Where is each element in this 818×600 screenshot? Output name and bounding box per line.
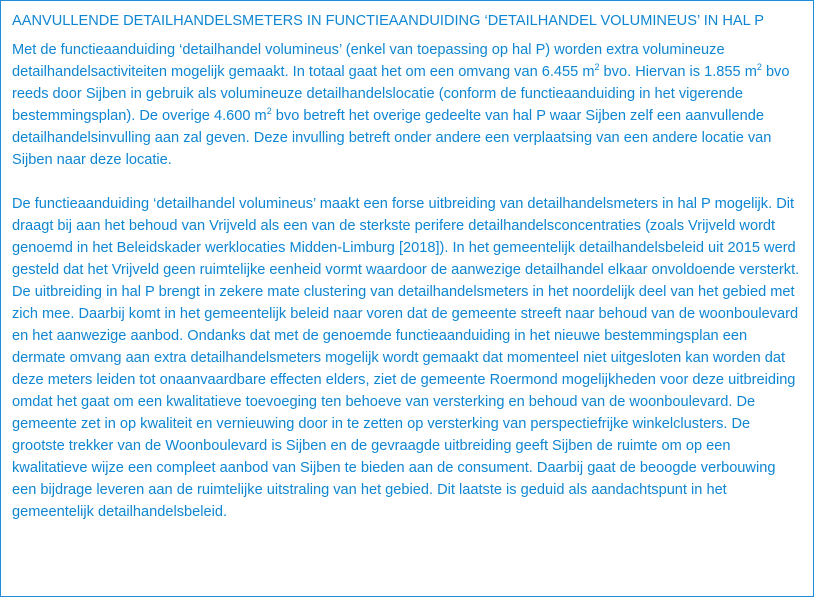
paragraph-1-part-4: bvo betreft het overige gedeelte van hal P waar Sijben zelf een aanvullende detailhandelsinvulling aan zal geven. Deze invulling betreft onder andere een verplaatsing van een andere locatie van Sijben naar deze locatie. bbox=[12, 108, 772, 168]
paragraph-2: De functieaanduiding ‘detailhandel volumineus’ maakt een forse uitbreiding van detailhandelsmeters in hal P mogelijk. Dit draagt bij aan het behoud van Vrijveld als een van de sterkste perifere detailhandelsconcentraties (zoals Vrijveld wordt genoemd in het Beleidskader werklocaties Midden-Limburg [2018]). In het gemeentelijk detailhandelsbeleid uit 2015 werd gesteld dat het Vrijveld geen ruimtelijke eenheid vormt waardoor de aanwezige detailhandel elkaar onvoldoende versterkt. De uitbreiding in hal P brengt in zekere mate clustering van detailhandelsmeters in het noordelijk deel van het gebied met zich mee. Daarbij komt in het gemeentelijk beleid naar voren dat de gemeente streeft naar behoud van de woonboulevard en het aanwezige aanbod. Ondanks dat met de genoemde functieaanduiding in het nieuwe bestemmingsplan een dermate omvang aan extra detailhandelsmeters mogelijk wordt gemaakt dat momenteel niet uitgesloten kan worden dat deze meters leiden tot onaanvaardbare effecten elders, ziet de gemeente Roermond mogelijkheden voor deze uitbreiding omdat het gaat om een kwalitatieve toevoeging ten behoeve van versterking en behoud van de woonboulevard. De gemeente zet in op kwaliteit en vernieuwing door in te zetten op versterking van perspectiefrijke winkelclusters. De grootste trekker van de Woonboulevard is Sijben en de gevraagde uitbreiding geeft Sijben de ruimte om op een kwalitatieve wijze een compleet aanbod van Sijben te bieden aan de consument. Daarbij gaat de beoogde verbouwing een bijdrage leveren aan de ruimtelijke uitstraling van het gebied. Dit laatste is geduid als aandachtspunt in het gemeentelijk detailhandelsbeleid. bbox=[12, 196, 800, 520]
superscript-squared: 2 bbox=[756, 62, 762, 72]
paragraph-1 bbox=[12, 39, 801, 171]
superscript-squared: 2 bbox=[594, 62, 600, 72]
paragraph-1-part-1: Met de functieaanduiding ‘detailhandel volumineus’ (enkel van toepassing op hal P) worden extra volumineuze detailhandelsactiviteiten mogelijk gemaakt. In totaal gaat het om een omvang van 6.455 m bbox=[12, 42, 725, 80]
paragraph-gap bbox=[12, 171, 801, 193]
paragraph-1-part-3: bvo reeds door Sijben in gebruik als volumineuze detailhandelslocatie (conform de functieaanduiding in het vigerende bestemmingsplan). De overige 4.600 m bbox=[12, 64, 790, 124]
paragraph-1-part-2: bvo. Hiervan is 1.855 m bbox=[599, 64, 757, 80]
superscript-squared: 2 bbox=[266, 106, 272, 116]
section-heading: AANVULLENDE DETAILHANDELSMETERS IN FUNCTIEAANDUIDING ‘DETAILHANDEL VOLUMINEUS’ IN HAL P bbox=[12, 13, 764, 29]
